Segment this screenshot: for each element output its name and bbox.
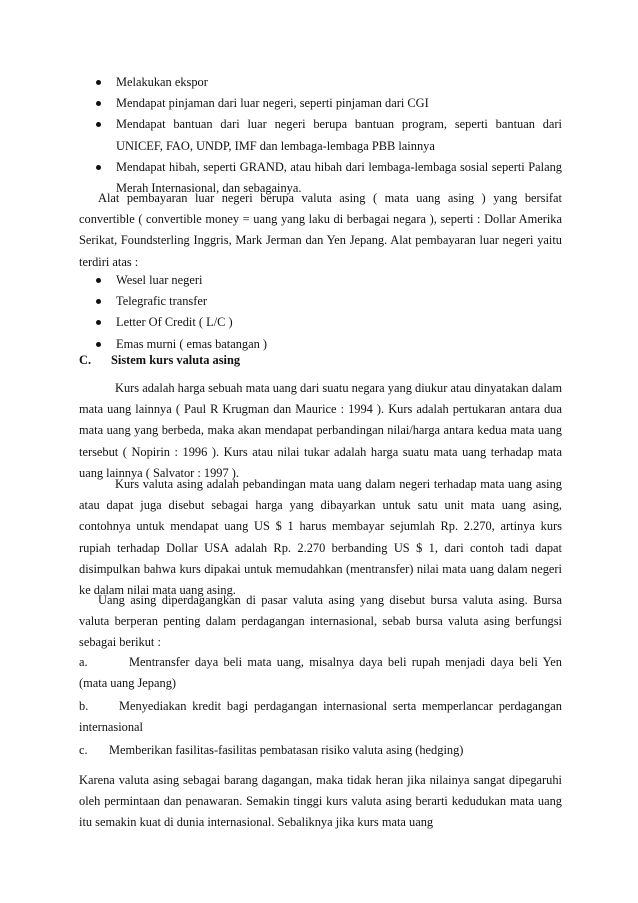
list-item (94, 114, 562, 156)
item-text: Mentransfer daya beli mata uang, misalnya daya beli rupah menjadi daya beli Yen (mata uang Jepang) (79, 655, 562, 691)
list-item-text: Mendapat hibah, seperti GRAND, atau hibah dari lembaga-lembaga sosial seperti Palang Merah Internasional, dan sebagainya. (116, 159, 562, 196)
paragraph-bursa: Uang asing diperdagangkan di pasar valuta asing yang disebut bursa valuta asing. Bursa valuta berperan penting dalam perdagangan internasional, sebab bursa valuta asing berfungsi sebagai berikut : (79, 593, 562, 650)
paragraph-karena: Karena valuta asing sebagai barang dagangan, maka tidak heran jika nilainya sangat dipegaruhi oleh permintaan dan penawaran. Semakin tinggi kurs valuta asing berarti kedudukan mata uang itu semakin kuat di dunia internasional. Sebaliknya jika kurs mata uang (79, 773, 562, 830)
bullet-icon (96, 278, 101, 283)
bullet-icon (96, 101, 101, 106)
section-letter: C. (79, 353, 92, 367)
list-item-text: Mendapat pinjaman dari luar negeri, seperti pinjaman dari CGI (116, 96, 429, 111)
list-item (94, 93, 562, 114)
list-item (94, 72, 562, 93)
section-heading (79, 350, 240, 371)
bullet-icon (96, 299, 101, 304)
bullet-icon (96, 342, 101, 347)
section-title: Sistem kurs valuta asing (111, 353, 241, 367)
paragraph-payment-tools: Alat pembayaran luar negeri berupa valuta asing ( mata uang asing ) yang bersifat convertible ( convertible money = uang yang laku di berbagai negara ), seperti : Dollar Amerika Serikat, Foundsterling Inggris, Mark Jerman dan Yen Jepang. Alat pembayaran luar negeri yaitu terdiri atas : (79, 191, 562, 269)
item-mark: c. (79, 743, 88, 757)
bullet-icon (96, 80, 101, 85)
income-sources-list (94, 72, 562, 199)
function-item-c (79, 740, 562, 761)
paragraph-kurs-valuta: Kurs valuta asing adalah pebandingan mata uang dalam negeri terhadap mata uang asing atau dapat juga disebut sebagai harga yang dibayarkan untuk satu unit mata uang asing, contohnya untuk mendapat uang US $ 1 harus membayar sejumlah Rp. 2.270, artinya kurs rupiah terhadap Dollar USA adalah Rp. 2.270 berbanding US $ 1, dari contoh tadi dapat disimpulkan bahwa kurs dipakai untuk memudahkan (mentransfer) nilai mata uang dalam negeri ke dalam nilai mata uang asing. (79, 477, 562, 598)
bullet-icon (96, 165, 101, 170)
list-item-text: Melakukan ekspor (116, 75, 208, 89)
bullet-icon (96, 122, 101, 127)
function-item-b (79, 696, 562, 738)
list-item (94, 291, 562, 312)
list-item-text: Emas murni ( emas batangan ) (116, 336, 268, 351)
function-item-a (79, 652, 562, 694)
item-text: Menyediakan kredit bagi perdagangan internasional serta memperlancar perdagangan internasional (79, 699, 562, 735)
list-item-text: Wesel luar negeri (116, 273, 203, 287)
item-mark: a. (79, 655, 88, 669)
item-text: Memberikan fasilitas-fasilitas pembatasan risiko valuta asing (hedging) (109, 743, 464, 757)
list-item-text: Letter Of Credit ( L/C ) (116, 315, 233, 330)
bullet-icon (96, 320, 101, 325)
list-item (94, 312, 562, 333)
list-item (94, 270, 562, 291)
list-item-text: Telegrafic transfer (116, 294, 207, 309)
payment-tools-list (94, 270, 562, 355)
paragraph-kurs-definition: Kurs adalah harga sebuah mata uang dari suatu negara yang diukur atau dinyatakan dalam mata uang lainnya ( Paul R Krugman dan Maurice : 1994 ). Kurs adalah pertukaran antara dua mata uang yang berbeda, maka akan mendapat perbandingan nilai/harga antara kedua mata uang tersebut ( Nopirin : 1996 ). Kurs atau nilai tukar adalah harga suatu mata uang terhadap mata uang lainnya ( Salvator : 1997 ). (79, 381, 562, 480)
item-mark: b. (79, 699, 89, 713)
list-item-text: Mendapat bantuan dari luar negeri berupa bantuan program, seperti bantuan dari UNICEF, FAO, UNDP, IMF dan lembaga-lembaga PBB lainnya (116, 117, 562, 153)
